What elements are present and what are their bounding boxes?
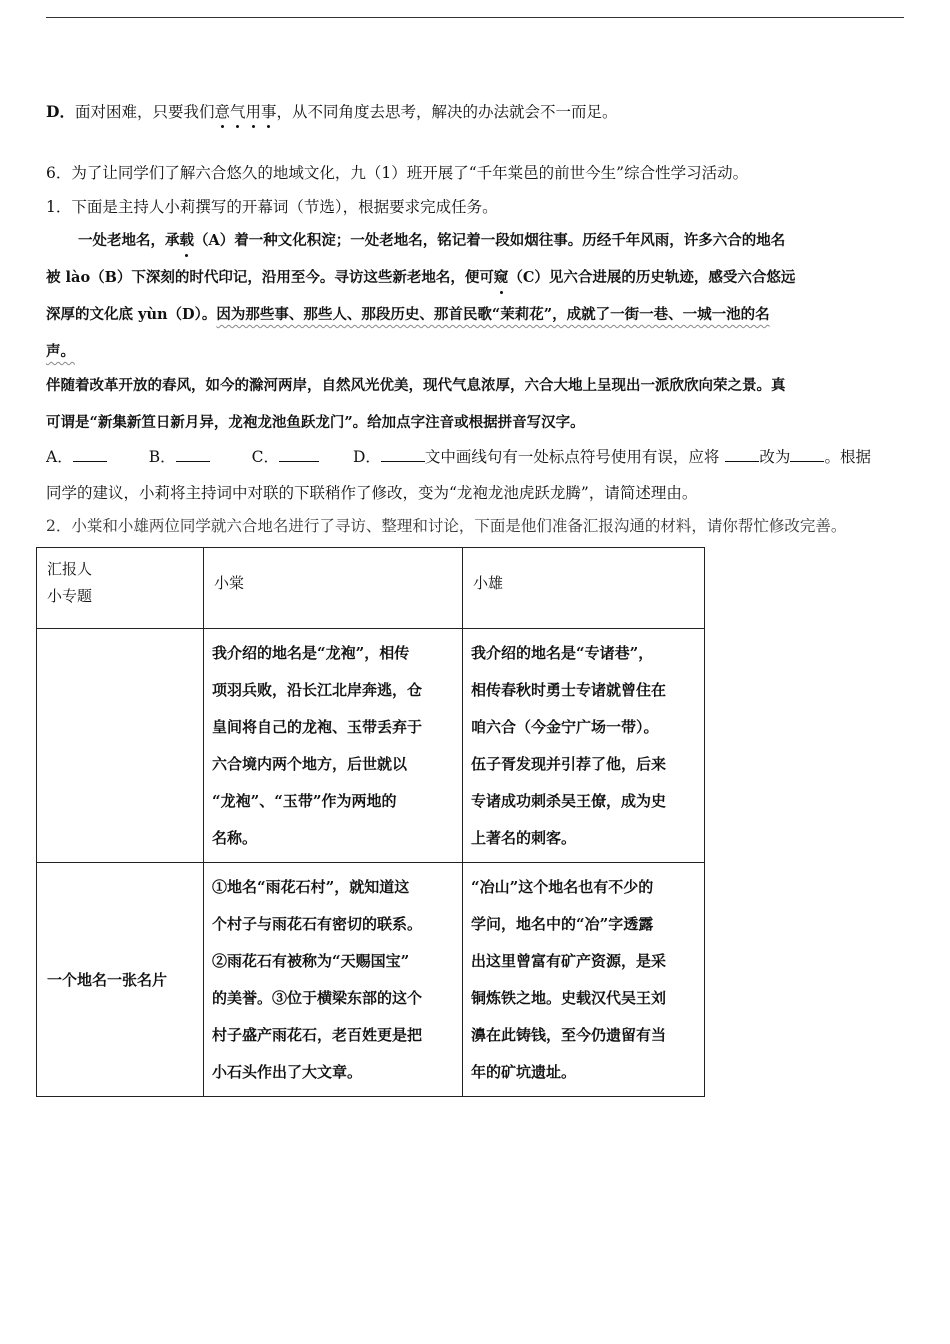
change-to-label: 改为 (759, 448, 791, 466)
cell-line: 咱六合（今金宁广场一带）。 (471, 718, 659, 736)
cell-line: 名称。 (212, 829, 258, 847)
emph-char: 用 (245, 103, 262, 121)
table-header-row (37, 548, 705, 629)
option-d-text-after: ，从不同角度去思考，解决的办法就会不一而足。 (276, 103, 618, 121)
header-cell-xiaoxiong (463, 548, 705, 629)
subquestion-1: 1．下面是主持人小莉撰写的开幕词（节选），根据要求完成任务。 (46, 198, 498, 216)
row1-xiaotang-cell (204, 629, 463, 863)
option-d-line (46, 101, 618, 123)
underlined-sentence: 因为那些事、那些人、那段历史、那首民歌“茉莉花”，成就了一街一巷、一城一池的名 (216, 306, 770, 323)
answer-blanks-line (46, 445, 871, 468)
passage-text: 深厚的文化底 yùn（D）。 (46, 306, 217, 323)
cell-line: 伍子胥发现并引荐了他，后来 (471, 755, 667, 773)
cell-line: “冶山”这个地名也有不少的 (471, 878, 654, 896)
cell-line: 学问，地名中的“冶”字透露 (471, 915, 654, 933)
passage-text: 一处老地名，承 (78, 232, 180, 249)
header-xiaoxiong: 小雄 (473, 574, 504, 592)
punctuation-task: 文中画线句有一处标点符号使用有误，应将 (424, 448, 720, 466)
header-rule (46, 17, 904, 18)
emph-char: 窥 (494, 267, 509, 289)
row1-topic (37, 629, 203, 635)
row2-xiaoxiong-cell (463, 863, 705, 1097)
cell-line: 上著名的刺客。 (471, 829, 577, 847)
answer-blank-d[interactable] (381, 445, 425, 462)
emph-char: 意 (214, 103, 230, 121)
cell-line: 个村子与雨花石有密切的联系。 (212, 915, 423, 933)
emph-char: 事 (261, 103, 277, 121)
table-row (37, 863, 705, 1097)
answer-blank-a[interactable] (73, 445, 107, 462)
header-xiaotang: 小棠 (214, 574, 245, 592)
cell-line: 铜炼铁之地。史载汉代吴王刘 (471, 989, 667, 1007)
row1-xiaoxiong-cell (463, 629, 705, 863)
answer-blank-b[interactable] (176, 445, 210, 462)
row1-topic-cell (37, 629, 204, 863)
cell-line: 六合境内两个地方，后世就以 (212, 755, 408, 773)
row2-topic-cell (37, 863, 204, 1097)
cell-line: 小石头作出了大文章。 (212, 1063, 363, 1081)
emph-char: 载 (180, 230, 195, 252)
header-topic-label: 小专题 (47, 587, 93, 605)
cell-line: 的美誉。③位于横梁东部的这个 (212, 989, 423, 1007)
question-6-stem: 6．为了让同学们了解六合悠久的地域文化，九（1）班开展了“千年棠邑的前世今生”综合性学习活动。 (46, 164, 749, 182)
option-d-text-before: 面对困难，只要我们 (74, 103, 215, 121)
cell-line: “龙袍”、“玉带”作为两地的 (212, 792, 397, 810)
emph-char: 气 (229, 103, 246, 121)
cell-line: 我介绍的地名是“专诸巷”， (471, 644, 654, 662)
row2-xiaotang-cell (204, 863, 463, 1097)
header-cell-topic (37, 548, 204, 629)
row2-topic: 一个地名一张名片 (47, 970, 168, 989)
cell-line: 村子盛产雨花石，老百姓更是把 (212, 1026, 423, 1044)
header-reporter-label: 汇报人 (47, 560, 93, 578)
passage-text: （C）见六合进展的历史轨迹，感受六合悠远 (508, 269, 796, 286)
passage-line-5: 伴随着改革开放的春风，如今的滁河两岸，自然风光优美，现代气息浓厚，六合大地上呈现出一派欣欣向荣之景。真 (46, 377, 786, 394)
passage-line-8: 同学的建议，小莉将主持词中对联的下联稍作了修改，变为“龙袍龙池虎跃龙腾”，请简述理由。 (46, 484, 698, 502)
passage-line-6: 可谓是“新集新笪日新月异，龙袍龙池鱼跃龙门”。给加点字注音或根据拼音写汉字。 (46, 414, 585, 431)
cell-line: 我介绍的地名是“龙袍”，相传 (212, 644, 410, 662)
answer-blank-c[interactable] (279, 445, 319, 462)
passage-line-3 (46, 304, 770, 326)
cell-line: 濞在此铸钱，至今仍遗留有当 (471, 1026, 667, 1044)
passage-text: 被 lào（B）下深刻的时代印记，沿用至今。寻访这些新老地名，便可 (46, 269, 494, 286)
blank-label-c: C． (251, 448, 279, 466)
report-table (36, 547, 705, 1097)
blank-label-b: B． (148, 448, 176, 466)
cell-line: 相传春秋时勇士专诸就曾住在 (471, 681, 667, 699)
cell-line: ②雨花石有被称为“天赐国宝” (212, 952, 410, 970)
underlined-sentence: 声。 (46, 343, 75, 360)
cell-line: 年的矿坑遗址。 (471, 1063, 577, 1081)
cell-line: 皇间将自己的龙袍、玉带丢弃于 (212, 718, 423, 736)
cell-line: 出这里曾富有矿产资源，是采 (471, 952, 667, 970)
passage-text: （A）着一种文化积淀；一处老地名，铭记着一段如烟往事。历经千年风雨，许多六合的地名 (194, 232, 786, 249)
passage-line-2 (46, 267, 795, 289)
option-d-label: D． (46, 102, 75, 121)
answer-blank-wrong[interactable] (725, 445, 759, 462)
answer-line-end: 。根据 (824, 448, 871, 466)
cell-line: ①地名“雨花石村”，就知道这 (212, 878, 410, 896)
cell-line: 项羽兵败，沿长江北岸奔逃，仓 (212, 681, 423, 699)
subquestion-2: 2．小棠和小雄两位同学就六合地名进行了寻访、整理和讨论，下面是他们准备汇报沟通的材料，请你帮忙修改完善。 (46, 517, 847, 535)
table-row (37, 629, 705, 863)
cell-line: 专诸成功刺杀吴王僚，成为史 (471, 792, 667, 810)
passage-line-1 (78, 230, 785, 252)
answer-blank-correct[interactable] (790, 445, 824, 462)
blank-label-a: A． (46, 448, 73, 466)
passage-line-4 (46, 341, 75, 363)
blank-label-d: D． (352, 448, 381, 466)
header-cell-xiaotang (204, 548, 463, 629)
